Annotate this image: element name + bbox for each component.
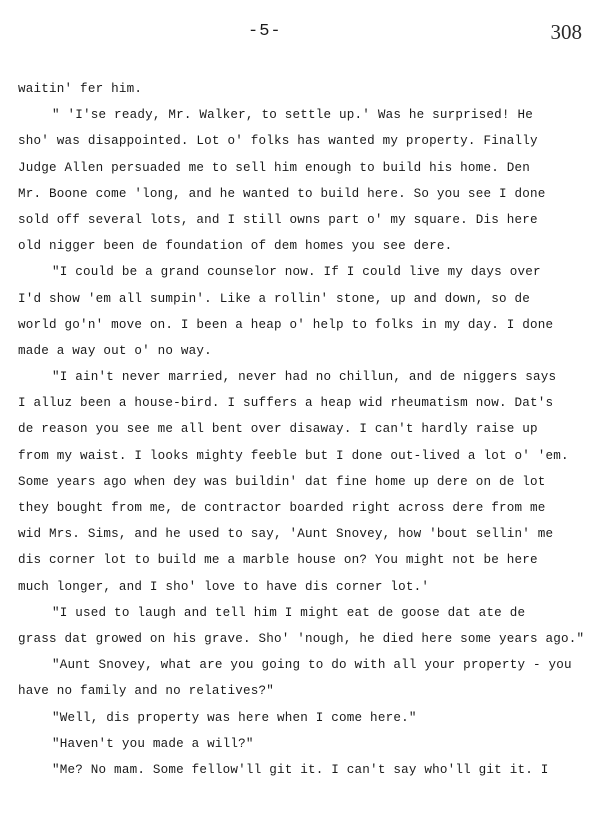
body-text [18, 76, 588, 783]
text-line: "Me? No mam. Some fellow'll git it. I can't say who'll git it. I [52, 762, 549, 777]
text-line: grass dat growed on his grave. Sho' 'nough, he died here some years ago." [18, 631, 585, 646]
text-line: "Aunt Snovey, what are you going to do with all your property - you [52, 658, 572, 673]
text-line: sold off several lots, and I still owns part o' my square. Dis here [18, 212, 538, 227]
text-line: from my waist. I looks mighty feeble but I done out-lived a lot o' 'em. [18, 448, 569, 463]
text-line: have no family and no relatives?" [18, 684, 274, 699]
text-line: world go'n' move on. I been a heap o' help to folks in my day. I done [18, 317, 554, 332]
text-line: I'd show 'em all sumpin'. Like a rollin' stone, up and down, so de [18, 291, 530, 306]
archive-number: 308 [550, 20, 582, 44]
text-line: much longer, and I sho' love to have dis corner lot.' [18, 579, 430, 594]
text-line: I alluz been a house-bird. I suffers a heap wid rheumatism now. Dat's [18, 396, 554, 411]
text-line: Judge Allen persuaded me to sell him enough to build his home. Den [18, 160, 530, 175]
text-line: Mr. Boone come 'long, and he wanted to build here. So you see I done [18, 186, 546, 201]
text-line: dis corner lot to build me a marble house on? You might not be here [18, 553, 538, 568]
text-line: Some years ago when dey was buildin' dat fine home up dere on de lot [18, 474, 546, 489]
text-line: made a way out o' no way. [18, 343, 212, 358]
text-line: old nigger been de foundation of dem homes you see dere. [18, 239, 453, 254]
text-line: "Well, dis property was here when I come here." [52, 710, 417, 725]
text-line: de reason you see me all bent over disaway. I can't hardly raise up [18, 422, 538, 437]
page-number: -5- [248, 22, 282, 41]
text-line: sho' was disappointed. Lot o' folks has wanted my property. Finally [18, 134, 538, 149]
text-line: " 'I'se ready, Mr. Walker, to settle up.' Was he surprised! He [52, 108, 533, 123]
text-line: "I could be a grand counselor now. If I could live my days over [52, 265, 541, 280]
text-line: "I ain't never married, never had no chillun, and de niggers says [52, 370, 557, 385]
text-line: they bought from me, de contractor boarded right across dere from me [18, 501, 546, 515]
text-line: waitin' fer him. [18, 82, 143, 96]
text-line: "Haven't you made a will?" [52, 736, 254, 751]
text-line: "I used to laugh and tell him I might eat de goose dat ate de [52, 605, 526, 620]
text-line: wid Mrs. Sims, and he used to say, 'Aunt Snovey, how 'bout sellin' me [18, 527, 554, 542]
